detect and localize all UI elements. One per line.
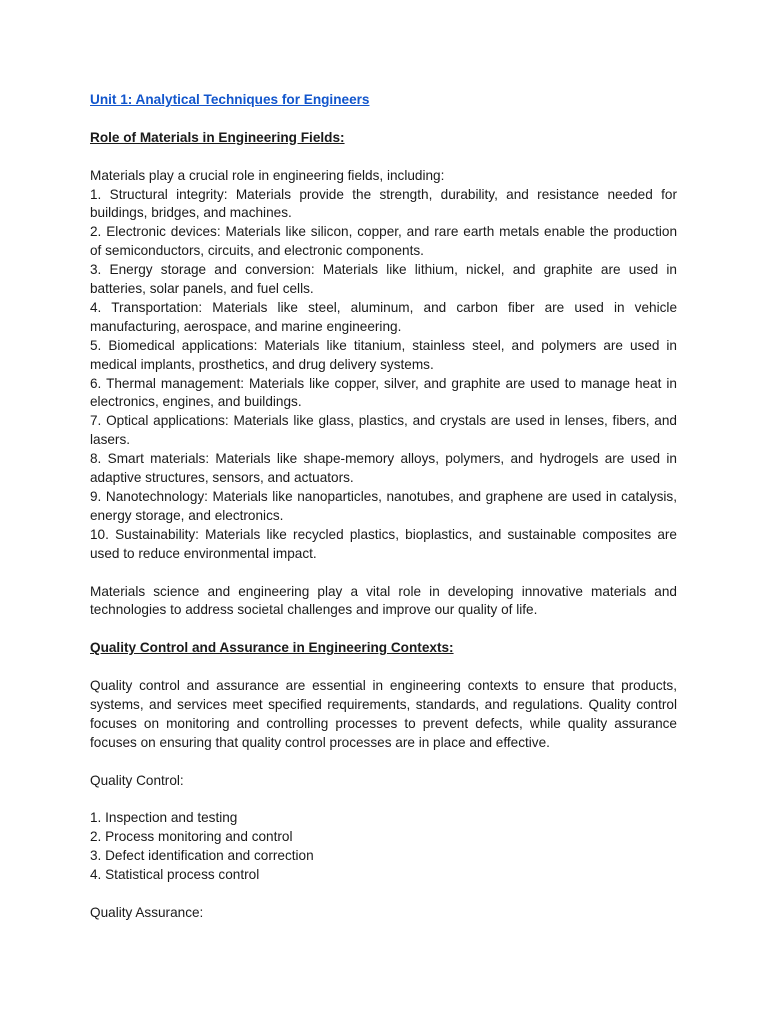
spacer	[90, 148, 677, 167]
materials-list-item: 7. Optical applications: Materials like glass, plastics, and crystals are used in lenses, fibers, and lasers.	[90, 413, 677, 448]
section-heading-materials: Role of Materials in Engineering Fields:	[90, 129, 345, 145]
quality-assurance-label: Quality Assurance:	[90, 904, 204, 920]
quality-intro: Quality control and assurance are essential in engineering contexts to ensure that products, systems, and services meet specified requirements, standards, and regulations. Quality control focuses on monitoring and controlling processes to prevent defects, while quality assurance focuses on ensuring that quality control processes are in place and effective.	[90, 678, 677, 750]
quality-control-item: 1. Inspection and testing	[90, 810, 238, 826]
spacer	[90, 658, 677, 677]
spacer	[90, 564, 677, 583]
materials-list-item: 5. Biomedical applications: Materials like titanium, stainless steel, and polymers are used in medical implants, prosthetics, and drug delivery systems.	[90, 337, 677, 372]
materials-list-item: 1. Structural integrity: Materials provide the strength, durability, and resistance needed for buildings, bridges, and machines.	[90, 186, 677, 221]
document-page	[90, 91, 677, 923]
quality-control-item: 4. Statistical process control	[90, 867, 260, 883]
materials-list-item: 9. Nanotechnology: Materials like nanoparticles, nanotubes, and graphene are used in catalysis, energy storage, and electronics.	[90, 489, 677, 523]
materials-list-item: 2. Electronic devices: Materials like silicon, copper, and rare earth metals enable the production of semiconductors, circuits, and electronic components.	[90, 224, 677, 259]
materials-list-item: 8. Smart materials: Materials like shape-memory alloys, polymers, and hydrogels are used in adaptive structures, sensors, and actuators.	[90, 451, 677, 486]
materials-list-item: 3. Energy storage and conversion: Materials like lithium, nickel, and graphite are used in batteries, solar panels, and fuel cells.	[90, 262, 677, 297]
section-heading-quality: Quality Control and Assurance in Engineering Contexts:	[90, 640, 454, 656]
spacer	[90, 620, 677, 639]
spacer	[90, 110, 677, 129]
materials-conclusion: Materials science and engineering play a vital role in developing innovative materials and technologies to address societal challenges and improve our quality of life.	[90, 583, 677, 618]
materials-list-item: 10. Sustainability: Materials like recycled plastics, bioplastics, and sustainable composites are used to reduce environmental impact.	[90, 526, 677, 561]
spacer	[90, 753, 677, 772]
materials-intro: Materials play a crucial role in engineering fields, including:	[90, 167, 445, 183]
spacer	[90, 885, 677, 904]
materials-list-item: 4. Transportation: Materials like steel, aluminum, and carbon fiber are used in vehicle manufacturing, aerospace, and marine engineering.	[90, 299, 677, 334]
unit-title-link[interactable]: Unit 1: Analytical Techniques for Engineers	[90, 92, 370, 107]
spacer	[90, 790, 677, 809]
quality-control-item: 3. Defect identification and correction	[90, 848, 314, 864]
quality-control-item: 2. Process monitoring and control	[90, 829, 293, 845]
materials-list-item: 6. Thermal management: Materials like copper, silver, and graphite are used to manage heat in electronics, engines, and buildings.	[90, 375, 677, 410]
quality-control-label: Quality Control:	[90, 772, 184, 788]
